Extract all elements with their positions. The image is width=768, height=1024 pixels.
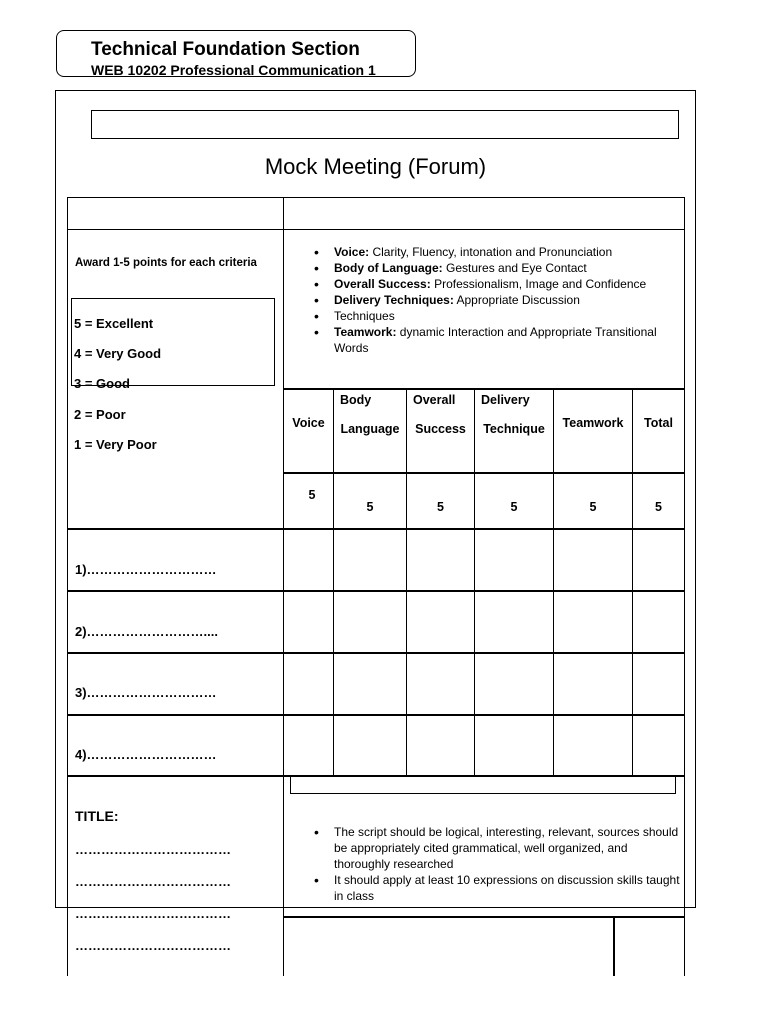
scale-item: 5 = Excellent [74,316,154,331]
criteria-item: • Teamwork: dynamic Interaction and Appropriate Transitional Words [308,324,680,356]
criteria-item: • Voice: Clarity, Fluency, intonation and Pronunciation [308,244,680,260]
max-score-voice: 5 [308,488,316,502]
table-rule [283,916,685,918]
criteria-item: • Delivery Techniques: Appropriate Discussion [308,292,680,308]
table-rule [553,388,554,775]
criteria-item: • Overall Success: Professionalism, Image and Confidence [308,276,680,292]
table-rule [67,528,685,530]
table-rule [283,197,284,976]
award-label: Award 1-5 points for each criteria [75,257,257,269]
requirement-item: • It should apply at least 10 expressions on discussion skills taught in class [308,872,680,904]
table-rule [67,197,685,198]
title-dotted-line[interactable]: ……………………………… [75,906,231,921]
column-header-voice: Voice [292,416,325,430]
table-rule [632,388,633,775]
max-score-delivery-technique: 5 [510,500,518,514]
table-rule [67,652,685,654]
max-score-teamwork: 5 [589,500,597,514]
table-rule [333,388,334,775]
table-rule [67,714,685,716]
table-rule [684,197,685,976]
column-header-delivery-technique: Delivery Technique [481,393,545,436]
section-title: Technical Foundation Section [91,39,360,60]
table-rule [67,590,685,592]
participant-row-label[interactable]: 1)………………………… [75,562,217,577]
column-header-teamwork: Teamwork [562,416,624,430]
participant-row-label[interactable]: 2)……………………….... [75,624,219,639]
requirement-item: • The script should be logical, interesting, relevant, sources should be appropriately cited grammatical, well organized, and thoroughly researched [308,824,680,872]
max-score-body-language: 5 [366,500,374,514]
table-rule [283,472,685,474]
title-dotted-line[interactable]: ……………………………… [75,842,231,857]
title-dotted-line[interactable]: ……………………………… [75,938,231,953]
column-header-overall-success: Overall Success [413,393,466,436]
scale-item: 3 = Good [74,376,130,391]
scale-item: 1 = Very Poor [74,437,157,452]
table-rule [406,388,407,775]
document-title: Mock Meeting (Forum) [264,154,487,179]
script-requirements-list [308,824,680,904]
scale-item: 4 = Very Good [74,346,162,361]
max-score-overall-success: 5 [437,500,444,514]
criteria-item: • Techniques [308,308,680,324]
name-input-box[interactable] [91,110,679,139]
column-header-total: Total [644,416,673,430]
criteria-item: • Body of Language: Gestures and Eye Contact [308,260,680,276]
column-header-body-language: Body Language [340,393,400,436]
script-header-bar [290,776,676,794]
course-subtitle: WEB 10202 Professional Communication 1 [91,62,376,78]
scale-box [71,298,275,386]
scale-item: 2 = Poor [74,407,126,422]
table-rule [474,388,475,775]
max-score-total: 5 [655,500,662,514]
table-rule [67,197,68,976]
title-dotted-line[interactable]: ……………………………… [75,874,231,889]
table-rule [67,229,685,230]
participant-row-label[interactable]: 4)………………………… [75,747,217,762]
criteria-list [308,244,680,356]
title-label: TITLE: [75,808,119,824]
participant-row-label[interactable]: 3)………………………… [75,685,217,700]
table-rule [613,916,615,976]
